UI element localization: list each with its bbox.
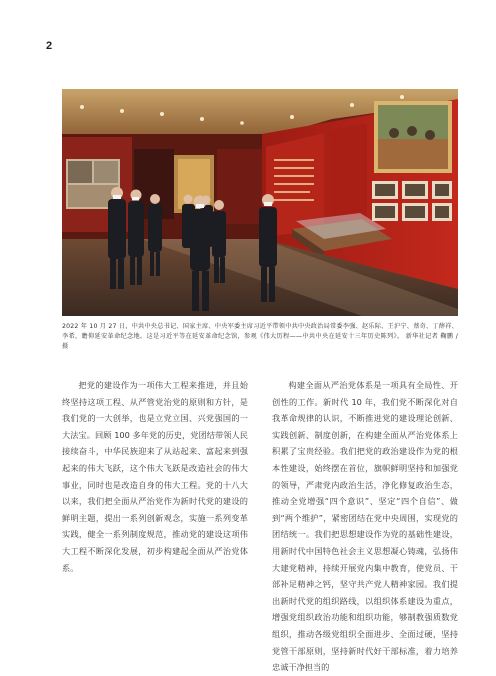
paragraph-1: 把党的建设作为一项伟大工程来推进，并且始终坚持这项工程、从严管党治党的原则和方针，是我们党的一大创举，也是立党立国、兴党强国的一大法宝。回顾 100 多年党的历史，党团结带领人民接续奋斗，中华民族迎来了从站起来、富起来到强起来的伟大飞跃，这个伟大飞跃是改造社会的伟大事业，同时也是改造自身的伟大工程。党的十八大以来，我们把全面从严治党作为新时代党的建设的鲜明主题，提出一系列创新观念，实施一系列变革实践，健全一系列制度规范，推动党的建设这项伟大工程不断深化发展，初步构建起全面从严治党体系。 <box>62 380 248 573</box>
page-number: 2 <box>46 40 53 52</box>
paragraph-2: 构建全面从严治党体系是一项具有全局性、开创性的工作。新时代 10 年，我们党不断深化对自我革命规律的认识，不断推进党的建设理论创新、实践创新、制度创新，在构建全面从严治党体系上积累了宝贵经验。我们把党的政治建设作为党的根本性建设，始终摆在首位，旗帜鲜明坚持和加强党的领导，严肃党内政治生活，净化修复政治生态，推动全党增强“四个意识”、坚定“四个自信”、做到“两个维护”，紧密团结在党中央周围，实现党的团结统一。我们把思想建设作为党的基础性建设，用新时代中国特色社会主义思想凝心铸魂，弘扬伟大建党精神，持续开展党内集中教育，使党员、干部补足精神之钙，坚守共产党人精神家园。我们提出新时代党的组织路线，以组织体系建设为重点，增强党组织政治功能和组织功能，够制教强质数党组织，推动各级党组织全面进步、全面过硬，坚持党管干部原则，坚持新时代好干部标准，着力培养忠诚干净担当的 <box>272 380 458 673</box>
right-column <box>272 377 458 673</box>
left-column <box>62 377 248 627</box>
article-body <box>62 377 458 673</box>
photo-caption: 2022 年 10 月 27 日，中共中央总书记、国家主席、中央军委主席习近平带领中共中央政治局常委李强、赵乐际、王沪宁、蔡奇、丁薛祥、李希，瞻仰延安革命纪念地。这是习近平等在延安革命纪念馆，参观《伟大历程——中共中央在延安十三年历史陈列》。 新华社记者 鞠鹏 / 摄 <box>62 323 458 350</box>
exhibition-photo <box>62 89 458 316</box>
